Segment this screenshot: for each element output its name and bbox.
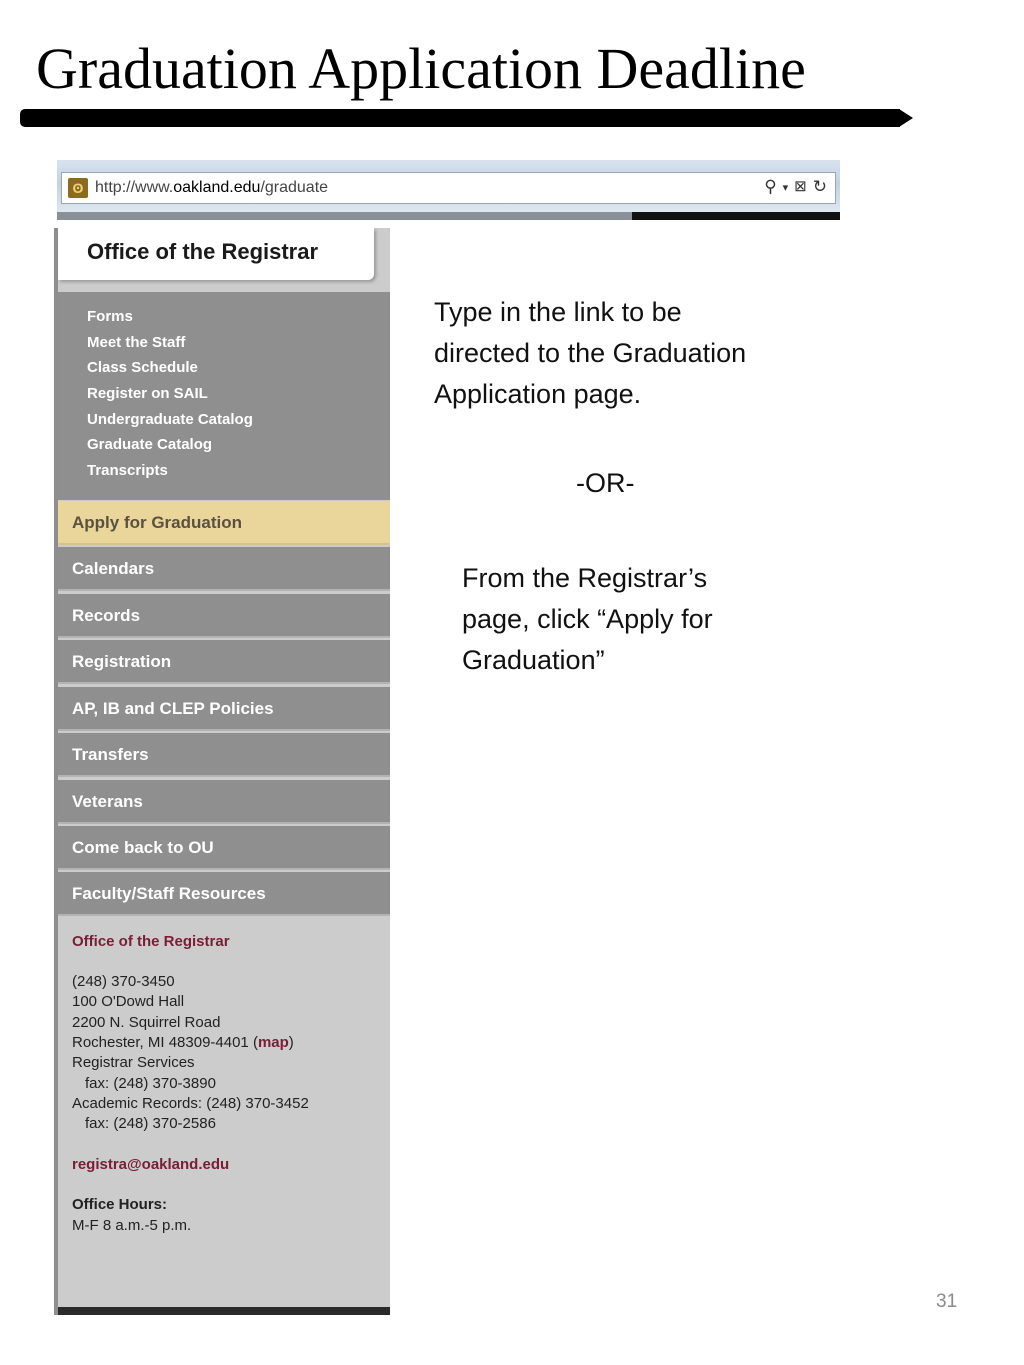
contact-office-name[interactable]: Office of the Registrar (72, 933, 230, 950)
url-text[interactable] (95, 179, 328, 197)
quick-link-graduate-catalog[interactable]: Graduate Catalog (87, 436, 213, 453)
nav-item-label: Records (72, 606, 141, 625)
quick-link-class-schedule[interactable]: Class Schedule (87, 359, 198, 376)
contact-services-fax: fax: (248) 370-3890 (85, 1075, 216, 1092)
address-bar[interactable] (61, 172, 836, 204)
quick-link-forms[interactable]: Forms (87, 308, 133, 325)
contact-email-link[interactable]: registra@oakland.edu (72, 1156, 230, 1173)
url-host: oakland.edu (173, 179, 261, 196)
url-prefix: http://www. (95, 179, 174, 196)
contact-records-fax: fax: (248) 370-2586 (85, 1115, 216, 1132)
nav-item-records[interactable] (58, 594, 390, 638)
registrar-header-title: Office of the Registrar (87, 239, 319, 264)
dropdown-icon[interactable]: ▾ (782, 182, 789, 194)
instruction-or: -OR- (576, 468, 635, 498)
nav-item-label: Come back to OU (72, 838, 214, 857)
nav-item-registration[interactable] (58, 640, 390, 684)
contact-city-line (72, 1034, 294, 1051)
compatibility-icon[interactable]: ⊠ (794, 178, 807, 195)
contact-services: Registrar Services (72, 1054, 195, 1071)
sidebar-footer (58, 1307, 390, 1315)
title-divider-tip (899, 109, 913, 127)
slide-number: 31 (936, 1291, 958, 1312)
nav-item-come-back-to-ou[interactable] (58, 826, 390, 870)
nav-item-faculty-staff-resources[interactable] (58, 872, 390, 916)
title-divider (20, 109, 900, 127)
nav-item-label: Veterans (72, 792, 143, 811)
instruction-step2-line1: From the Registrar’s (462, 563, 708, 593)
contact-records: Academic Records: (248) 370-3452 (72, 1095, 309, 1112)
office-hours-value: M-F 8 a.m.-5 p.m. (72, 1217, 192, 1234)
instruction-step2 (462, 558, 713, 681)
map-link[interactable]: map (257, 1034, 289, 1051)
instruction-step1-line3: Application page. (434, 379, 642, 409)
toolbar-strip (57, 212, 632, 220)
quick-link-register-on-sail[interactable]: Register on SAIL (87, 385, 208, 402)
instruction-step2-line2: page, click “Apply for (462, 604, 713, 634)
nav-item-calendars[interactable] (58, 547, 390, 591)
nav-item-label: AP, IB and CLEP Policies (72, 699, 274, 718)
quick-link-transcripts[interactable]: Transcripts (87, 462, 168, 479)
nav-item-label: Registration (72, 652, 172, 671)
contact-address-line2: 2200 N. Squirrel Road (72, 1014, 221, 1031)
instruction-step1 (434, 292, 746, 415)
nav-item-label: Transfers (72, 745, 149, 764)
registrar-header (58, 228, 374, 280)
quick-links-panel (58, 292, 390, 500)
url-path: /graduate (260, 179, 329, 196)
toolbar-strip-dark (632, 212, 840, 220)
contact-city: Rochester, MI 48309-4401 ( (72, 1034, 258, 1051)
instruction-step1-line2: directed to the Graduation (434, 338, 747, 368)
nav-item-label: Apply for Graduation (72, 513, 242, 532)
contact-city-close: ) (288, 1034, 294, 1051)
registrar-sidebar (54, 228, 390, 1315)
nav-item-label: Calendars (72, 559, 155, 578)
nav-item-apply-for-graduation[interactable] (58, 501, 390, 545)
nav-item-transfers[interactable] (58, 733, 390, 777)
slide-title: Graduation Application Deadline (36, 36, 806, 101)
favicon-icon: ʘ (68, 178, 88, 198)
instruction-step1-line1: Type in the link to be (434, 297, 682, 327)
quick-link-meet-the-staff[interactable]: Meet the Staff (87, 334, 186, 351)
search-icon[interactable]: ⚲ (764, 177, 777, 196)
nav-item-label: Faculty/Staff Resources (72, 884, 266, 903)
nav-item-veterans[interactable] (58, 780, 390, 824)
nav-item-ap-ib-clep-policies[interactable] (58, 687, 390, 731)
contact-address-line1: 100 O'Dowd Hall (72, 993, 185, 1010)
browser-toolbar (57, 160, 840, 220)
quick-link-undergraduate-catalog[interactable]: Undergraduate Catalog (87, 411, 253, 428)
refresh-icon[interactable]: ↻ (812, 177, 827, 196)
office-hours-label: Office Hours: (72, 1196, 168, 1213)
contact-phone: (248) 370-3450 (72, 973, 175, 990)
instruction-step2-line3: Graduation” (462, 645, 605, 675)
